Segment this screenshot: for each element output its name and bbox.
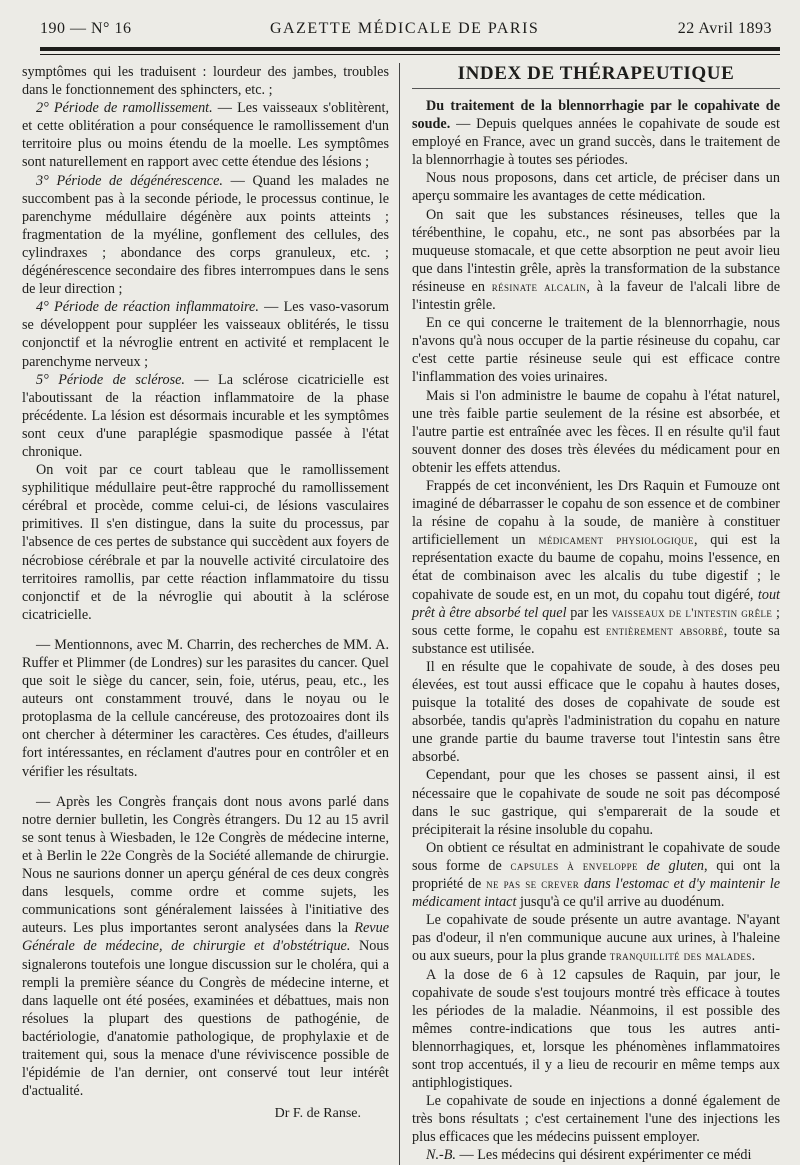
text-run: par les: [566, 604, 612, 621]
text-run: , qui est la représentation exacte du baume de copahu, moins l'essence, en état de combinaison avec les alcalis du tube digestif ; le copahivate de soude est, en un mot, du copahu tout digéré,: [412, 532, 781, 603]
small-caps-term: médicament physiologique: [538, 533, 694, 548]
article-title: Du traitement de la blennorrhagie par le copahivate de soude.: [412, 98, 780, 133]
text-run: On sait que les substances résineuses, telles que la térébenthine, le copahu, etc., ne sont pas absorbées par la muqueuse stomacale, et que cette absorption ne peut avoir lieu que dans l'intestin grêle, après la transformation de la substance résineuse en: [412, 206, 780, 295]
small-caps-term: capsules à enveloppe: [510, 858, 638, 873]
paragraph: Mais si l'on administre le baume de copahu à l'état naturel, une très faible partie seulement de la résine est absorbée, et l'autre partie est entraînée avec les fèces. Il en résulte qu'il faut souvent donner des doses très élevées du médicament pour en obtenir les effets attendus.: [412, 387, 780, 476]
text-run: , qui ont la propriété de: [412, 857, 781, 893]
text-run: , toute sa substance est utilisée.: [412, 622, 780, 657]
text-run: Le copahivate de soude présente un autre avantage. N'ayant pas d'odeur, il n'en communique aucune aux urines, à l'haleine ou aux sueurs, pour la plus grande: [412, 912, 780, 965]
running-head: [18, 16, 784, 42]
small-caps-term: résinate alcalin: [491, 279, 587, 294]
italic-term: de gluten: [637, 857, 705, 874]
italic-term: dans l'estomac et d'y maintenir le médicament intact: [412, 876, 780, 911]
text-run: — Les médecins qui désirent expérimenter ce médi: [455, 1147, 752, 1164]
text-run: On obtient ce résultat en administrant le copahivate de soude sous forme de: [412, 839, 780, 874]
paragraph: [22, 63, 389, 99]
italic-term: tout prêt à être absorbé tel quel: [412, 586, 780, 621]
text-run: — La sclérose cicatricielle est l'aboutissant de la réaction inflammatoire de la phase précédente. La lésion est désormais incurable et les symptômes sont ceux d'une paraplégie spasmodique passée à l'état chronique.: [22, 371, 389, 460]
paragraph: [412, 911, 780, 965]
text-run: Nous signalerons toutefois une longue discussion sur le choléra, qui a rempli la première séance du Congrès de médecine interne, et dans laquelle ont été posées, examinées et débattues, mais non résolues la plupart des questions de pathogénie, de bactériologie, d'anatomie pathologique, de prophylaxie et de traitement qui, sous la menace d'une réviviscence possible de l'épidémie de l'an dernier, ont conservé tout leur intérêt d'actualité.: [22, 938, 389, 1100]
period-label: 4° Période de réaction inflammatoire.: [36, 299, 259, 316]
header-rule-thin: [40, 54, 780, 55]
small-caps-term: vaisseaux de l'intestin grêle: [611, 605, 773, 620]
page-number: 190 — N° 16: [40, 20, 132, 37]
paragraph: On voit par ce court tableau que le ramollissement syphilitique médullaire peut-être rapproché du ramollissement cérébral et procède, comme celui-ci, de lésions vasculaires primitives. Il s'en distingue, dans la suite du processus, par l'absence de ces pertes de substance qui succèdent aux foyers de nécrobiose cérébrale et par la nouvelle activité circulatoire des territoires ramollis, par cette réaction inflammatoire du tissu conjonctif et de la névroglie qui aboutit à la sclérose cicatricielle.: [22, 462, 389, 623]
paragraph: [22, 793, 389, 1101]
text-run: — Les vaisseaux s'oblitèrent, et cette oblitération a pour conséquence le ramollissement d'un territoire plus ou moins étendu de la moelle. Les symptômes sont naturellement en rapport avec cette étendue des lésions ;: [22, 100, 389, 171]
paragraph: En ce qui concerne le traitement de la blennorrhagie, nous n'avons qu'à nous occuper de la partie résineuse du copahu, car c'est cette partie résineuse seule qui est efficace contre l'inflammation des voies urinaires.: [412, 315, 780, 386]
text-run: — Après les Congrès français dont nous avons parlé dans notre dernier bulletin, les Congrès étrangers. Du 12 au 15 avril se sont tenus à Wiesbaden, le 12e Congrès de médecine interne, et à Berlin le 22e Congrès de la Société allemande de chirurgie. Nous ne saurions donner un aperçu général de ces deux congrès dans lesquels, comme ordre et comme sujets, les communications sont généralement laissées à l'initiative des auteurs. Les plus importantes seront analysées dans la: [22, 793, 389, 937]
paragraph: [22, 99, 389, 171]
paragraph: [22, 298, 389, 370]
text-run: — Les vaso-vasorum se développent pour suppléer les vaisseaux oblitérés, le tissu conjonctif et la névroglie entrent en activité et remplacent le parenchyme nerveux ;: [22, 299, 389, 370]
paragraph: Il en résulte que le copahivate de soude, à des doses peu élevées, est tout aussi efficace que le copahu à hautes doses, puisque la totalité des doses de copahivate de soude est absorbée, tandis qu'après l'administration du copahu en nature une grande partie du baume traverse tout l'intestin sans être absorbé.: [412, 658, 780, 766]
period-label: 2° Période de ramollissement.: [36, 100, 213, 117]
paragraph: [412, 206, 780, 315]
paragraph: — Mentionnons, avec M. Charrin, des recherches de MM. A. Ruffer et Plimmer (de Londres) sur les parasites du cancer. Quel que soit le siège du cancer, sein, foie, utérus, peau, etc., les auteurs ont constamment trouvé, dans le noyau ou le protoplasma de la cellule cancéreuse, des protozoaires dont ils ont chercher à déterminer les caractères. Ces études, d'ailleurs fort intéressantes, en réclament d'autres pour en contrôler et en vérifier les résultats.: [22, 636, 389, 780]
paragraph: Le copahivate de soude en injections a donné également de très bons résultats ; c'est certainement l'une des injections les plus efficaces que les médecins puissent employer.: [412, 1093, 780, 1146]
text-run: — Quand les malades ne succombent pas à la seconde période, le processus continue, le parenchyme médullaire dégénère aux points atteints ; fragmentation de la myéline, gonflement des cellules, des cylindraxes ; abondance des corps granuleux, etc. ; dégénérescence secondaire des fibres interrompues dans le sens de leur direction ;: [22, 172, 389, 298]
text-run: — Depuis quelques années le copahivate de soude est employé en France, avec un grand succès, dans le traitement de la blennorrhagie à toutes ses périodes.: [412, 116, 780, 169]
text-run: jusqu'à ce qu'il arrive au duodénum.: [516, 894, 725, 911]
author-signature: Dr F. de Ranse.: [274, 1106, 361, 1122]
journal-reference: Revue Générale de médecine, de chirurgie et d'obstétrique.: [22, 920, 389, 955]
paragraph: [412, 97, 780, 169]
text-run: ; sous cette forme, le copahu est: [412, 604, 780, 639]
text-run: Frappés de cet inconvénient, les Drs Raquin et Fumouze ont imaginé de débarrasser le copahu de son essence et de combiner la résine de copahu à la soude, de manière à constituer artificiellement un: [412, 477, 780, 549]
period-label: 3° Période de dégénérescence.: [36, 172, 223, 189]
small-caps-term: tranquillité des malades: [609, 949, 752, 964]
paragraph: A la dose de 6 à 12 capsules de Raquin, par jour, le copahivate de soude s'est toujours montré très efficace à toutes les périodes de la maladie. Néanmoins, il est possible des mêmes contre-indications que tous les autres anti-blennorrhagiques, et, lorsque les phénomènes inflammatoires sont trop accentués, il y a lieu de recourir en même temps aux antiphlogistiques.: [412, 966, 780, 1092]
paragraph: [22, 371, 389, 461]
text-run: symptômes qui les traduisent : lourdeur des jambes, troubles dans le fonctionnement des sphincters, etc. ;: [22, 64, 389, 99]
journal-title: GAZETTE MÉDICALE DE PARIS: [269, 20, 540, 37]
left-column: [22, 63, 400, 1165]
paragraph: Nous nous proposons, dans cet article, de préciser dans un aperçu sommaire les avantages de cette médication.: [412, 170, 780, 205]
paragraph: [412, 839, 780, 911]
small-caps-term: entièrement absorbé: [605, 623, 724, 638]
period-label: 5° Période de sclérose.: [36, 371, 185, 388]
section-title: INDEX DE THÉRAPEUTIQUE: [412, 63, 780, 89]
small-caps-term: ne pas se crever: [486, 877, 580, 892]
text-run: .: [751, 948, 756, 965]
right-column: [400, 63, 784, 1165]
paragraph: [412, 1146, 780, 1164]
paragraph: [412, 477, 780, 658]
issue-date: 22 Avril 1893: [677, 20, 772, 37]
header-rule-thick: [40, 47, 780, 51]
paragraph: Cependant, pour que les choses se passent ainsi, il est nécessaire que le copahivate de soude ne soit pas décomposé dans le suc gastrique, qui s'emparerait de la soude et précipiterait la résine insoluble du copahu.: [412, 767, 780, 838]
paragraph: [22, 172, 389, 299]
nota-bene-label: N.-B.: [426, 1147, 456, 1164]
two-column-body: [18, 63, 784, 1165]
text-run: , à la faveur de l'alcali libre de l'intestin grêle.: [412, 278, 780, 314]
